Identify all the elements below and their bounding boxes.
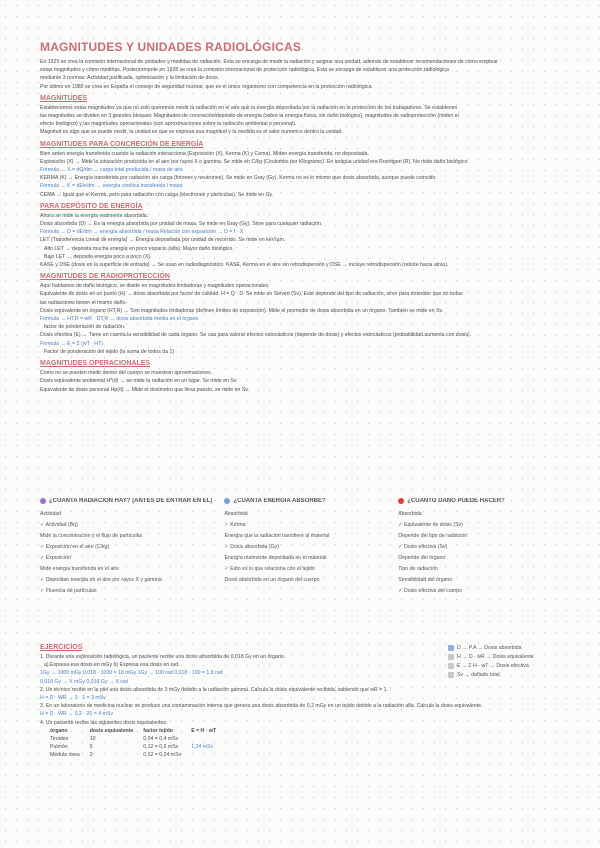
concrecion-line: Bien arden energía transferida cuando la radiación interacciona (Exposición (X), Kerma (K) y Cema). Miden energía transferida, no depositada.	[40, 150, 370, 157]
summary-item: ✓ Exposición en el aire (C/kg)	[40, 544, 110, 550]
intro-line: estas magnitudes y cómo medirlas. Posteriormente en 1928 se crea la comisión internacional de protección radiológica. Esta se encarga de establecer una protección radiológica	[40, 67, 449, 74]
legend-swatch-icon	[448, 654, 454, 660]
concrecion-section	[40, 150, 570, 199]
table-cell	[191, 751, 226, 759]
radioproteccion-line: Aquí hablamos de daño biológico, se divide en magnitudes limitadoras y magnitudes operacionales.	[40, 283, 270, 290]
intro-line: Por último en 1980 se crea en España el consejo de seguridad nuclear, que es el único organismo con competencia en la protección radiológica.	[40, 83, 373, 90]
legend-swatch-icon	[448, 663, 454, 669]
deposito-section	[40, 212, 570, 269]
summary-item: Depende del tipo de radiación	[398, 533, 468, 539]
concrecion-line: CEMA → Igual que el Kerma, pero para radiación con carga (electrones y partículas). Se mide en Gy.	[40, 191, 274, 198]
table-header-cell: factor tejido	[143, 727, 173, 734]
table-header-cell: E = H · wT	[191, 727, 217, 734]
radioproteccion-line: Dosis equivalente en órgano (HT,R) → Son magnitudes limitadoras (definen límites de exposición). Mide el promedio de dosis absorbida en un órgano. También se mide en Sv.	[40, 307, 444, 314]
magnitudes-line: Establecemos estas magnitudes ya que no solo queremos medir la radiación en el aire que la energía depositada por la radiación en la protección de los trabajadores. Se establecen	[40, 104, 458, 111]
magnitudes-line: Magnitud es algo que se puede medir, la unidad es que se expresa esa magnitud y la medida es el valor numérico dentro la unidad.	[40, 129, 343, 136]
intro-line: mediante 3 normas: Actividad justificada, optimización y la limitación de dosis.	[40, 75, 220, 82]
bullet-dot-icon	[224, 498, 230, 504]
radioproteccion-line: Dosis efectiva (E) → Tiene en cuenta la sensibilidad de cada órgano. Se usa para valorar efectos estocásticos (depende de dosis) y efectos estocásticos (probabilidad aumenta con dosis).	[40, 332, 472, 339]
summary-item: ✓ Actividad (Bq)	[40, 522, 78, 528]
dose-table	[50, 727, 226, 759]
summary-column-heading	[40, 498, 212, 504]
table-row	[50, 751, 226, 759]
table-cell: 0,12 = 0,24 mSv	[143, 751, 182, 758]
legend-swatch-icon	[448, 672, 454, 678]
legend-label: Sv → dañado total	[457, 672, 500, 678]
summary-columns	[40, 498, 560, 598]
summary-item: ✓ Depositan energía en el aire por rayos X y gamma	[40, 577, 162, 583]
summary-column-heading	[398, 498, 560, 504]
summary-item: ✓ Fluencia de partículas	[40, 588, 97, 594]
table-cell: Médula ósea	[50, 751, 80, 758]
summary-item: Tipo de radiación	[398, 566, 438, 572]
summary-item: Mide energía transferida en el aire	[40, 566, 120, 572]
table-cell: Pulmón	[50, 743, 68, 750]
legend-item	[448, 654, 558, 660]
radioproteccion-line: Factor de ponderación del tejido (la suma de todos da 1)	[44, 348, 175, 355]
summary-item: Energía realmente depositada en el material	[224, 555, 327, 561]
legend-box	[448, 645, 558, 681]
notes-page	[40, 40, 570, 394]
summary-column	[398, 498, 560, 598]
summary-column-heading	[224, 498, 386, 504]
summary-column-title: ¿CUÁNTA RADIACIÓN HAY? (ANTES DE ENTRAR EN EL)	[49, 498, 213, 504]
magnitudes-line: las magnitudes se dividen en 3 grandes bloques: Magnitudes de concreción/depósito de energía (sobre la energía física, sin daño biológico), magnitudes de radioprotección (miden el	[40, 113, 459, 120]
exercise-line: H = D · WR → 3 · 1 = 3 mSv	[40, 695, 106, 702]
summary-item: ✓ Esto es lo que relaciona con el tejido	[224, 566, 315, 572]
magnitudes-section	[40, 104, 570, 137]
legend-label: H → D · wR → Dosis equivalente	[457, 654, 534, 660]
summary-item: Mide la concentración y el flujo de partículas	[40, 533, 143, 539]
section-heading-concrecion: MAGNITUDES PARA CONCRECIÓN DE ENERGÍA	[40, 140, 204, 148]
summary-item: ✓ Kerma	[224, 522, 246, 528]
operacionales-line: Equivalente de dosis personal Hp(d) → Mide el dosímetro que lleva puesto, se mide en Sv.	[40, 386, 249, 393]
summary-column	[40, 498, 212, 598]
table-cell: Tiroides	[50, 735, 69, 742]
bullet-dot-icon	[398, 498, 404, 504]
legend-label: E → Σ H · wT → Dosis efectiva	[457, 663, 529, 669]
summary-item: ✓ Dosis efectiva del cuerpo	[398, 588, 462, 594]
legend-swatch-icon	[448, 645, 454, 651]
table-cell: 0,12 = 0,6 mSv	[143, 743, 179, 750]
summary-item: Absorbida	[398, 511, 422, 517]
exercise-line: 4. Un paciente recibe las siguientes dosis equivalentes:	[40, 719, 168, 726]
section-heading-radioproteccion: MAGNITUDES DE RADIOPROTECCIÓN	[40, 273, 170, 281]
legend-item	[448, 645, 558, 651]
deposito-line: LET (Transferencia Lineal de energía) → Energía depositada por unidad de recorrido. Se mide en keV/µm.	[40, 237, 286, 244]
radioproteccion-line: las radiaciones tienen el mismo daño.	[40, 299, 127, 306]
magnitudes-line: efecto biológico) y las magnitudes operacionales (son aproximaciones sobre la radiación ambiental o personal).	[40, 121, 297, 128]
summary-item: ✓ Dosis absorbida (Gy)	[224, 544, 279, 550]
table-row	[50, 743, 226, 751]
summary-column-title: ¿CUÁNTO DAÑO PUEDE HACER?	[407, 498, 505, 504]
summary-item: ✓ Exposición	[40, 555, 71, 561]
operacionales-section	[40, 369, 570, 394]
summary-item: Energía que la radiación transfiere al material	[224, 533, 330, 539]
intro-section	[40, 58, 570, 91]
summary-item: Sensibilidad del órgano	[398, 577, 453, 583]
section-heading-magnitudes: MAGNITUDES	[40, 94, 88, 102]
exercise-line: 3. En un laboratorio de medicina nuclear se produce una contaminación interna que genera una dosis absorbida de 0,2 mGy en un tejido debido a la radiación alfa. Calcula la dosis equivalente.	[40, 703, 483, 710]
summary-column	[224, 498, 386, 598]
table-cell: 0,04 = 0,4 mSv	[143, 735, 179, 742]
summary-item: Depende del órgano	[398, 555, 446, 561]
deposito-line: Ahora se mide la energía realmente absorbida.	[40, 212, 149, 219]
page-title: MAGNITUDES Y UNIDADES RADIOLÓGICAS	[40, 40, 302, 54]
concrecion-line: Fórmula → X = dQ/dm → carga total producida / masa de aire	[40, 167, 183, 174]
radioproteccion-line: factor de ponderación de radiación.	[44, 324, 126, 331]
summary-column-title: ¿CUÁNTA ENERGÍA ABSORBE?	[233, 498, 326, 504]
section-heading-ejercicios: EJERCICIOS	[40, 644, 83, 651]
exercise-line: 1Gy → 1000 mGy 0,018 · 1000 = 18 mGy 1Gy → 100 rad 0,018 · 100 = 1,8 rad	[40, 670, 223, 677]
deposito-line: Bajo LET → deposita energía poco a poco (X).	[44, 253, 152, 260]
deposito-line: Alto LET → deposita mucha energía en poco espacio (alfa). Mayor daño biológico.	[44, 245, 234, 252]
summary-item: ✓ Equivalente de dosis (Sv)	[398, 522, 463, 528]
section-heading-operacionales: MAGNITUDES OPERACIONALES	[40, 360, 151, 368]
table-cell: 5	[89, 743, 93, 750]
exercise-line: 1. Durante una exploración radiológica, un paciente recibe una dosis absorbida de 0,018 Gy en un órgano.	[40, 654, 286, 660]
concrecion-line: Exposición (X) → Mide la ionización producida en el aire por rayos X o gamma. Se mide en C/kg (Coulombs por Kilogramo). En antigua unidad era Roentgen (R). No mide daño biológico.	[40, 158, 469, 165]
radioproteccion-line: Fórmula → HT,R = wR · DT,R → dosis absorbida media en el órgano	[40, 316, 199, 323]
radioproteccion-section	[40, 282, 570, 356]
legend-item	[448, 663, 558, 669]
summary-item: Absorbida	[224, 511, 248, 517]
deposito-line: Fórmula → D = dE/dm → energía absorbida / masa Relación con exposición → D = f · X	[40, 229, 244, 236]
exercise-line: a) Expresa esa dosis en mGy b) Expresa esa dosis en rad.	[44, 662, 180, 669]
table-row	[50, 735, 226, 743]
radioproteccion-line: Equivalente de dosis en un punto (H) → dosis absorbida por factor de calidad. H = Q · D. Se mide en Sievert (Sv). Este depende del tipo de radiación, sirve para entender que no todas	[40, 291, 463, 298]
summary-item: Actividad	[40, 511, 62, 517]
table-cell	[191, 735, 226, 743]
summary-item: Dosis absorbida en un órgano del cuerpo	[224, 577, 320, 583]
exercise-line: 0,018 Gy → X mGy 0,018 Gy → X rad	[40, 678, 128, 685]
deposito-line: KASE y DSE (dosis en la superficie de entrada) → Se usan en radiodiagnóstico. KASE, Kerma en el aire sin retrodispersión y DSE → incluye retrodispersión (rebote hacia atrás).	[40, 262, 449, 269]
table-cell: 10	[89, 735, 96, 742]
deposito-line: Dosis absorbida (D) → Es la energía absorbida por unidad de masa. Se mide en Gray (Gy). Sirve para cualquier radiación.	[40, 221, 323, 228]
table-header-cell: órgano	[50, 727, 68, 734]
exercise-line: 2. Un técnico recibe en la piel una dosis absorbida de 3 mGy debido a la radiación gamma. Calcula la dosis equivalente recibida, sabiendo que wR = 1.	[40, 686, 388, 693]
legend-item	[448, 672, 558, 678]
table-cell: 1,24 mSv	[191, 743, 214, 750]
exercise-line: H = D · WR → 0,2 · 20 = 4 mSv	[40, 711, 113, 718]
table-cell: 2	[89, 751, 93, 758]
bullet-dot-icon	[40, 498, 46, 504]
section-heading-deposito: PARA DEPÓSITO DE ENERGÍA	[40, 202, 143, 210]
operacionales-line: Dosis equivalente ambiental H*(d) → se mide la radiación en un lugar. Se mide en Sv.	[40, 378, 238, 385]
concrecion-line: Fórmula → K = dEtr/dm → energía cinética transferida / masa	[40, 183, 183, 190]
concrecion-line: KERMA (K) → Energía transferida por radiación sin carga (fotones y neutrones). Se mide en Gray (Gy). Kerma no es lo mismo que dosis absorbida, aunque puede coincidir.	[40, 175, 437, 182]
operacionales-line: Como no se pueden medir dentro del cuerpo se muestran aproximaciones.	[40, 370, 213, 377]
radioproteccion-line: Fórmula → E = Σ (wT · HT)	[40, 340, 103, 347]
table-header-cell: dosis equivalente	[89, 727, 134, 734]
dose-table-header	[50, 727, 226, 735]
legend-label: D → P.A → Dosis absorbida	[457, 645, 522, 651]
summary-item: ✓ Dosis efectiva (Sv)	[398, 544, 448, 550]
intro-line: En 1925 se crea la comisión internacional de unidades y medidas de radiación. Esta se encarga de medir la radiación y asignar una unidad, además de establecer recomendaciones de cómo emplear	[40, 59, 498, 65]
